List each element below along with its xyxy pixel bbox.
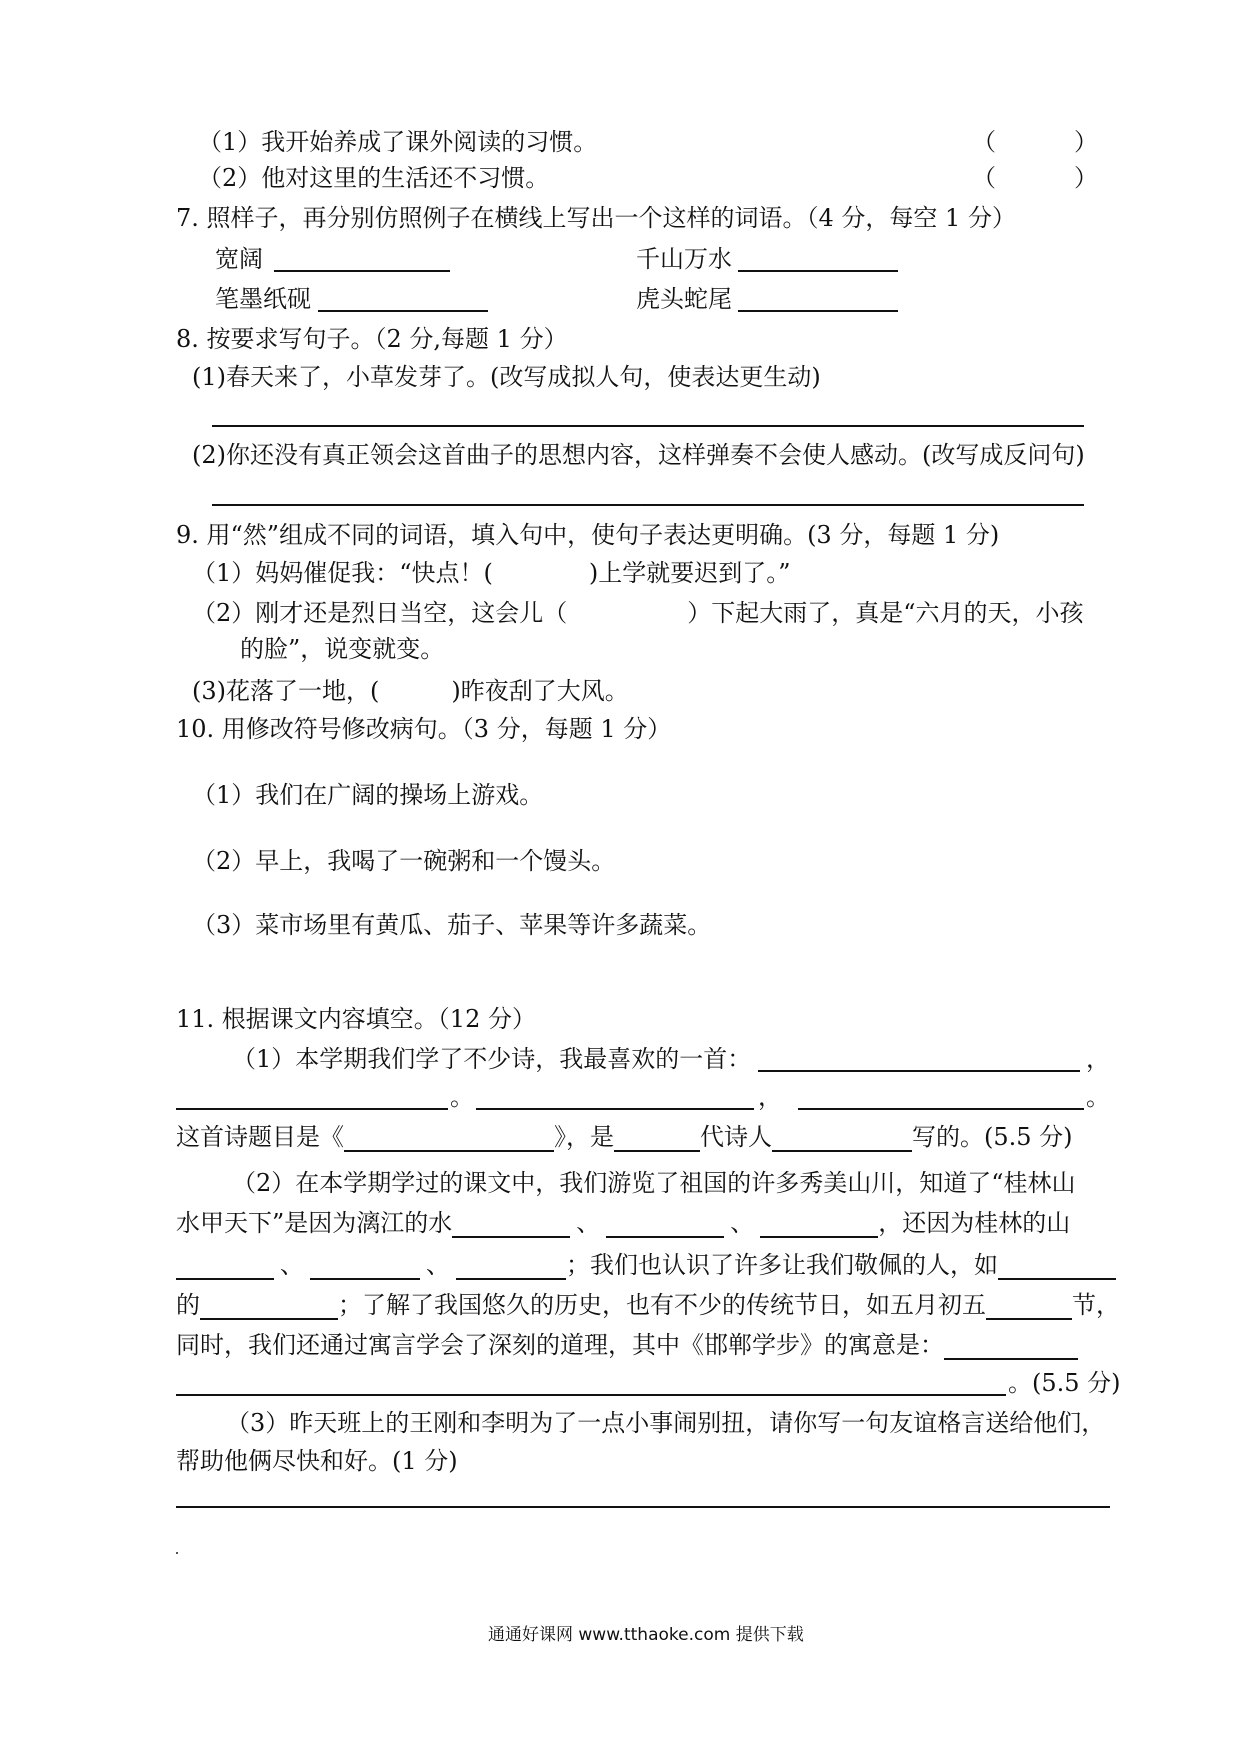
- q11-mountain-blank-3[interactable]: [456, 1254, 566, 1280]
- q11-p1-intro: （1）本学期我们学了不少诗，我最喜欢的一首：: [232, 1045, 752, 1073]
- q11-poem-title-blank[interactable]: [344, 1126, 554, 1152]
- q11-p2-line-4: 的 ；了解了我国悠久的历史，也有不少的传统节日，如五月初五 节，: [176, 1291, 1120, 1319]
- q11-mountain-blank-1[interactable]: [176, 1254, 274, 1280]
- page-footer: 通通好课网 www.tthaoke.com 提供下载: [488, 1625, 804, 1645]
- q6-item2: （2）他对这里的生活还不习惯。: [198, 164, 550, 192]
- q11-p2-line-2: 水甲天下”是因为漓江的水 、 、 ，还因为桂林的山: [176, 1209, 1071, 1237]
- q11-person-blank[interactable]: [998, 1254, 1116, 1280]
- q7-blank-3[interactable]: [318, 286, 488, 312]
- q11-p2-score: 。(5.5 分): [1008, 1369, 1121, 1397]
- q11-p2-line-5: 同时，我们还通过寓言学会了深刻的道理，其中《邯郸学步》的寓意是：: [176, 1330, 1078, 1360]
- q11-poet-blank[interactable]: [772, 1126, 912, 1152]
- q11-poem-line-1[interactable]: [758, 1046, 1080, 1072]
- q8-answer-line-1[interactable]: [212, 425, 1084, 427]
- q11-motto-answer-line[interactable]: [176, 1506, 1110, 1508]
- q8-item1: (1)春天来了，小草发芽了。(改写成拟人句，使表达更生动): [192, 363, 821, 391]
- q11-festival-blank[interactable]: [986, 1294, 1072, 1320]
- q11-title-line: 这首诗题目是《 》，是 代诗人 写的。(5.5 分): [176, 1123, 1073, 1151]
- q7-title: 7. 照样子，再分别仿照例子在横线上写出一个这样的词语。（4 分，每空 1 分）: [176, 204, 1016, 232]
- q11-p3-line-1: （3）昨天班上的王刚和李明为了一点小事闹别扭，请你写一句友谊格言送给他们，: [226, 1409, 1106, 1437]
- q11-water-blank-1[interactable]: [452, 1212, 570, 1238]
- q7-word-2: 千山万水: [636, 245, 732, 273]
- q6-item1-answer-paren[interactable]: （ ）: [972, 128, 1098, 156]
- q10-title: 10. 用修改符号修改病句。（3 分，每题 1 分）: [176, 715, 672, 743]
- q6-item2-answer-paren[interactable]: （ ）: [972, 164, 1098, 192]
- q10-item2[interactable]: （2）早上，我喝了一碗粥和一个馒头。: [192, 847, 616, 875]
- q11-poem-line-2[interactable]: [176, 1084, 448, 1110]
- q11-p2-line-1: （2）在本学期学过的课文中，我们游览了祖国的许多秀美山川，知道了“桂林山: [232, 1169, 1076, 1197]
- q7-blank-4[interactable]: [738, 286, 898, 312]
- q11-water-blank-3[interactable]: [760, 1212, 878, 1238]
- q7-blank-1[interactable]: [274, 246, 450, 272]
- q9-item1: （1）妈妈催促我：“快点！( )上学就要迟到了。”: [192, 559, 791, 587]
- q11-p3-line-2: 帮助他俩尽快和好。(1 分): [176, 1447, 458, 1475]
- q11-title: 11. 根据课文内容填空。（12 分）: [176, 1005, 536, 1033]
- q11-period-2: 。: [1086, 1083, 1110, 1111]
- q11-comma-1: ，: [1086, 1045, 1110, 1073]
- q7-word-1: 宽阔: [215, 245, 263, 273]
- q9-title: 9. 用“然”组成不同的词语，填入句中，使句子表达更明确。(3 分，每题 1 分): [176, 521, 1000, 549]
- q8-answer-line-2[interactable]: [212, 504, 1084, 506]
- q11-fable-blank-1[interactable]: [944, 1334, 1078, 1360]
- q11-p2-line-3: 、 、 ；我们也认识了许多让我们敬佩的人，如: [176, 1250, 1116, 1280]
- scan-speck: [176, 1552, 178, 1554]
- q9-item2-cont: 的脸”，说变就变。: [240, 635, 445, 663]
- q11-deed-blank[interactable]: [200, 1294, 338, 1320]
- q6-item1: （1）我开始养成了课外阅读的习惯。: [198, 128, 598, 156]
- q11-poem-line-3[interactable]: [476, 1084, 754, 1110]
- q9-item3: (3)花落了一地，( )昨夜刮了大风。: [192, 677, 629, 705]
- q11-fable-blank-2[interactable]: [176, 1370, 1006, 1396]
- q11-mountain-blank-2[interactable]: [310, 1254, 420, 1280]
- q11-comma-2: ，: [758, 1083, 782, 1111]
- q11-period-1: 。: [450, 1083, 474, 1111]
- q7-word-4: 虎头蛇尾: [636, 285, 732, 313]
- q7-blank-2[interactable]: [738, 246, 898, 272]
- q11-dynasty-blank[interactable]: [614, 1126, 700, 1152]
- q11-water-blank-2[interactable]: [606, 1212, 724, 1238]
- q8-title: 8. 按要求写句子。（2 分,每题 1 分）: [176, 325, 568, 353]
- q9-item2: （2）刚才还是烈日当空，这会儿（ ）下起大雨了，真是“六月的天，小孩: [192, 599, 1084, 627]
- q10-item1[interactable]: （1）我们在广阔的操场上游戏。: [192, 781, 544, 809]
- q7-word-3: 笔墨纸砚: [215, 285, 311, 313]
- q11-poem-line-4[interactable]: [798, 1084, 1084, 1110]
- q10-item3[interactable]: （3）菜市场里有黄瓜、茄子、苹果等许多蔬菜。: [192, 911, 712, 939]
- q8-item2: (2)你还没有真正领会这首曲子的思想内容，这样弹奏不会使人感动。(改写成反问句): [192, 441, 1085, 469]
